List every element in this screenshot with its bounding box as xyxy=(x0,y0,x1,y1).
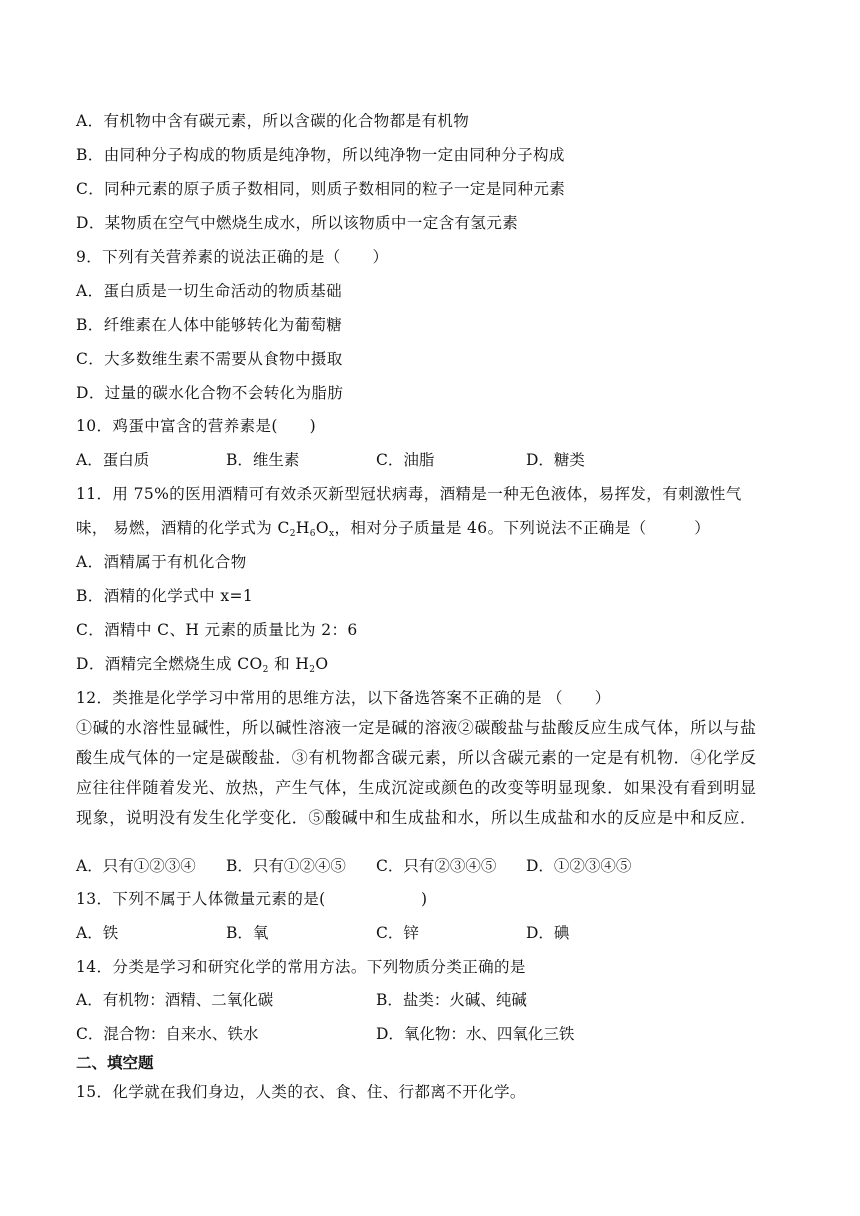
q11-option-b: B．酒精的化学式中 x=1 xyxy=(76,587,254,605)
section-heading-fill-in: 二、填空题 xyxy=(76,1053,154,1072)
q10-option-a: A．蛋白质 xyxy=(76,451,150,469)
q11-option-d-text-c: O xyxy=(315,655,329,673)
q13-option-b: B．氧 xyxy=(226,924,269,942)
q12-body-line: 酸生成气体的一定是碳酸盐．③有机物都含碳元素，所以含碳元素的一定是有机物．④化学反 xyxy=(76,748,757,767)
q8-option-c: C．同种元素的原子质子数相同，则质子数相同的粒子一定是同种元素 xyxy=(76,180,566,198)
q8-option-d: D．某物质在空气中燃烧生成水，所以该物质中一定含有氢元素 xyxy=(76,214,519,232)
q12-body-line: 应往往伴随着发光、放热，产生气体，生成沉淀或颜色的改变等明显现象．如果没有看到明显 xyxy=(76,778,757,797)
q11-stem-line1: 11．用 75%的医用酒精可有效杀灭新型冠状病毒，酒精是一种无色液体，易挥发，有刺激性气 xyxy=(76,485,742,503)
q11-option-c: C．酒精中 C、H 元素的质量比为 2：6 xyxy=(76,621,358,639)
q11-stem-line2 xyxy=(76,518,710,544)
q14-option-b: B．盐类：火碱、纯碱 xyxy=(376,991,527,1009)
q14-option-a: A．有机物：酒精、二氧化碳 xyxy=(76,991,274,1009)
q9-option-a: A．蛋白质是一切生命活动的物质基础 xyxy=(76,282,342,300)
q13-option-d: D．碘 xyxy=(526,924,570,942)
q11-stem-text-b: H xyxy=(295,519,310,537)
q9-stem: 9．下列有关营养素的说法正确的是（ ） xyxy=(76,248,389,266)
q12-option-d: D．①②③④⑤ xyxy=(526,857,632,875)
q11-option-d-text-b: 和 H xyxy=(268,655,310,673)
q11-option-d-text-a: D．酒精完全燃烧生成 CO xyxy=(76,655,263,673)
q11-stem-text-a: 味， 易燃，酒精的化学式为 C xyxy=(76,519,290,537)
q12-option-a: A．只有①②③④ xyxy=(76,857,196,875)
q11-option-a: A．酒精属于有机化合物 xyxy=(76,553,247,571)
q11-sub-1: 2 xyxy=(289,529,296,539)
q9-option-d: D．过量的碳水化合物不会转化为脂肪 xyxy=(76,384,344,402)
q10-option-c: C．油脂 xyxy=(376,451,435,469)
q13-option-c: C．锌 xyxy=(376,924,419,942)
q12-body-line: ①碱的水溶性显碱性，所以碱性溶液一定是碱的溶液②碳酸盐与盐酸反应生成气体，所以与盐 xyxy=(76,718,757,737)
q12-stem: 12．类推是化学学习中常用的思维方法，以下备选答案不正确的是 （ ） xyxy=(76,689,611,707)
q14-stem: 14．分类是学习和研究化学的常用方法。下列物质分类正确的是 xyxy=(76,958,526,976)
q14-option-d: D．氧化物：水、四氧化三铁 xyxy=(376,1025,575,1043)
q11-stem-text-d: ，相对分子质量是 46。下列说法不正确是（ ） xyxy=(334,519,711,537)
q14-option-c: C．混合物：自来水、铁水 xyxy=(76,1025,259,1043)
q11-stem-text-c: O xyxy=(315,519,330,537)
q9-option-b: B．纤维素在人体中能够转化为葡萄糖 xyxy=(76,316,343,334)
q12-body-line: 现象，说明没有发生化学变化．⑤酸碱中和生成盐和水，所以生成盐和水的反应是中和反应． xyxy=(76,808,757,827)
q9-option-c: C．大多数维生素不需要从食物中摄取 xyxy=(76,350,343,368)
q10-option-d: D．糖类 xyxy=(526,451,585,469)
q11-option-d-sub-2: 2 xyxy=(309,665,316,675)
q11-option-d-sub-1: 2 xyxy=(262,665,269,675)
q10-stem: 10．鸡蛋中富含的营养素是( ) xyxy=(76,417,317,435)
q15-stem: 15．化学就在我们身边，人类的衣、食、住、行都离不开化学。 xyxy=(76,1083,526,1101)
q8-option-a: A．有机物中含有碳元素，所以含碳的化合物都是有机物 xyxy=(76,112,470,130)
q12-body xyxy=(76,713,788,833)
q11-option-d xyxy=(76,654,329,680)
q10-option-b: B．维生素 xyxy=(226,451,300,469)
q13-stem: 13．下列不属于人体微量元素的是( ) xyxy=(76,890,428,908)
q13-option-a: A．铁 xyxy=(76,924,119,942)
q12-option-b: B．只有①②④⑤ xyxy=(226,857,346,875)
q12-option-c: C．只有②③④⑤ xyxy=(376,857,497,875)
q8-option-b: B．由同种分子构成的物质是纯净物，所以纯净物一定由同种分子构成 xyxy=(76,146,565,164)
q11-sub-3: x xyxy=(329,529,335,539)
q11-sub-2: 6 xyxy=(309,529,316,539)
